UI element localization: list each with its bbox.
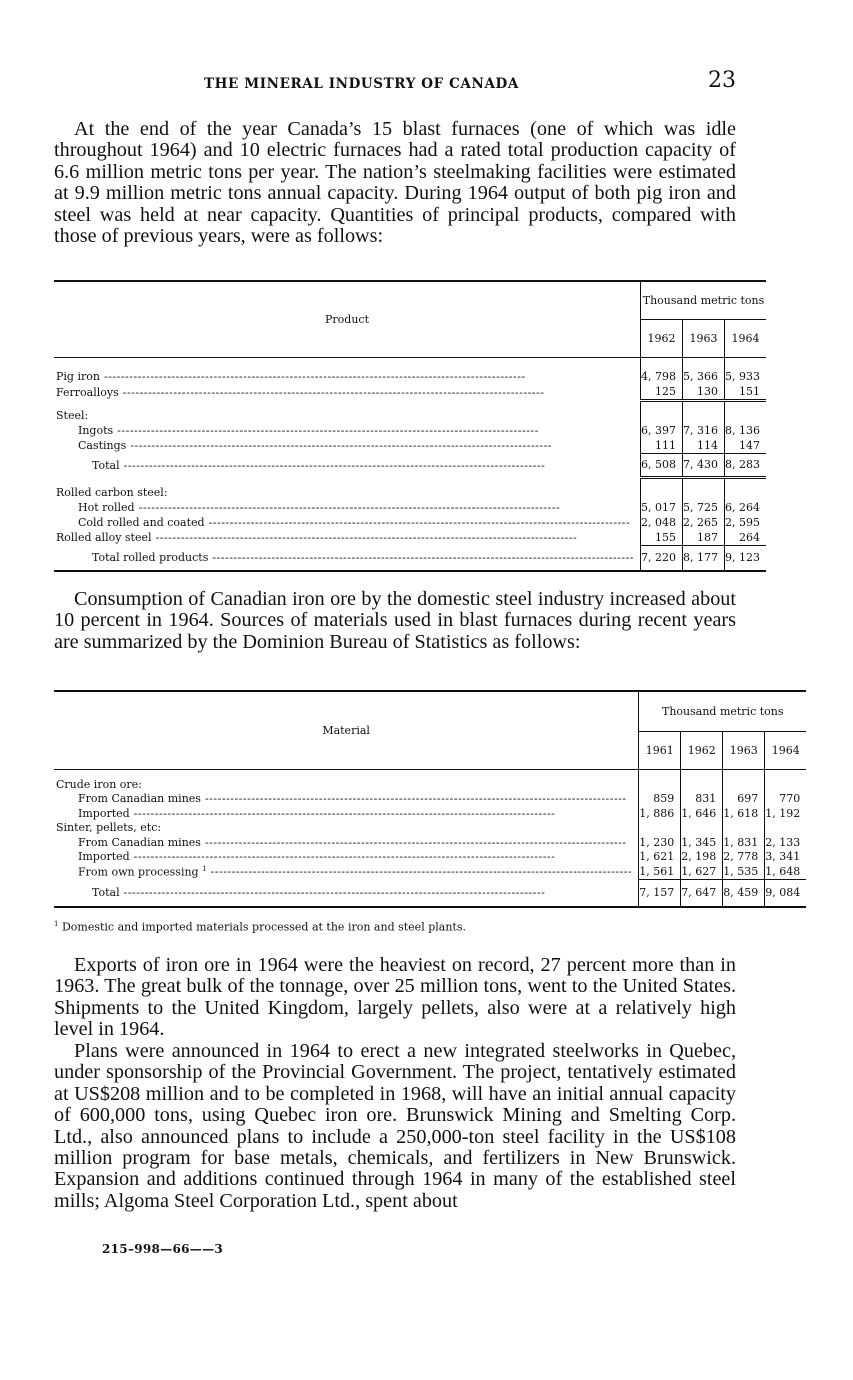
table-row <box>54 485 766 500</box>
cell-value: 7, 316 <box>683 423 725 438</box>
page-number: 23 <box>708 68 736 93</box>
row-label: Castings ----- <box>78 439 552 452</box>
row-label: Total ----- <box>92 886 545 899</box>
materials-unit-header: Thousand metric tons <box>639 691 807 731</box>
year-header: 1963 <box>723 731 765 769</box>
row-label: From own processing <box>78 865 199 879</box>
cell-value: 1, 831 <box>723 835 765 849</box>
table-row-total <box>54 879 806 907</box>
cell-value: 2, 048 <box>641 515 683 530</box>
cell-value: 1, 561 <box>639 864 681 879</box>
paragraph-plans <box>54 1041 736 1212</box>
table-row <box>54 423 766 438</box>
cell-value: 8, 136 <box>725 423 767 438</box>
table-row <box>54 408 766 423</box>
cell-value: 2, 778 <box>723 849 765 863</box>
cell-value: 8, 459 <box>723 879 765 907</box>
row-label: Total ----- <box>92 459 545 472</box>
cell-value: 2, 198 <box>681 849 723 863</box>
row-group-label: Rolled carbon steel: <box>56 486 168 500</box>
row-group-label: Sinter, pellets, etc: <box>56 821 162 835</box>
cell-value: 1, 535 <box>723 864 765 879</box>
cell-value: 2, 265 <box>683 515 725 530</box>
table-row-total <box>54 453 766 477</box>
year-header: 1961 <box>639 731 681 769</box>
cell-value: 3, 341 <box>765 849 807 863</box>
cell-value: 1, 886 <box>639 806 681 820</box>
cell-value: 7, 157 <box>639 879 681 907</box>
cell-value: 4, 798 <box>641 369 683 384</box>
cell-value: 151 <box>725 384 767 401</box>
row-group-label: Crude iron ore: <box>56 777 142 791</box>
paragraph-capacity <box>54 119 736 247</box>
cell-value: 770 <box>765 791 807 805</box>
row-label: Pig iron ----- <box>56 370 526 383</box>
running-head: THE MINERAL INDUSTRY OF CANADA <box>204 76 519 92</box>
products-table <box>54 280 766 572</box>
cell-value: 6, 264 <box>725 500 767 515</box>
row-label: Imported ----- <box>78 807 555 820</box>
year-header: 1963 <box>683 319 725 357</box>
products-unit-header: Thousand metric tons <box>641 281 767 319</box>
table-row <box>54 806 806 820</box>
cell-value: 2, 133 <box>765 835 807 849</box>
cell-value: 5, 725 <box>683 500 725 515</box>
cell-value: 187 <box>683 530 725 545</box>
table-row <box>54 530 766 545</box>
footnote <box>54 920 736 934</box>
cell-value: 697 <box>723 791 765 805</box>
row-label: Rolled alloy steel ----- <box>56 531 577 544</box>
cell-value: 831 <box>681 791 723 805</box>
year-header: 1962 <box>641 319 683 357</box>
table-row <box>54 777 806 791</box>
paragraph-plans-text: Plans were announced in 1964 to erect a new integrated steelworks in Quebec, under sponsorship of the Provincial Government. The project, tentatively estimated at US$208 million and to be completed in 1968, will have an initial annual capacity of 600,000 tons, using Quebec iron ore. Brunswick Mining and Smelting Corp. Ltd., also announced plans to include a 250,000-ton steel facility in the US$108 million program for base metals, chemicals, and fertilizers in New Brunswick. Expansion and additions continued through 1964 in many of the established steel mills; Algoma Steel Corporation Ltd., spent about <box>54 1040 736 1212</box>
paragraph-consumption-text: Consumption of Canadian iron ore by the domestic steel industry increased about 10 percent in 1964. Sources of materials used in blast furnaces during recent years are summarized by the Dominion Bureau of Statistics as follows: <box>54 588 736 653</box>
paragraph-exports-text: Exports of iron ore in 1964 were the heaviest on record, 27 percent more than in 1963. The great bulk of the tonnage, over 25 million tons, went to the United States. Shipments to the United Kingdom, largely pellets, also were at a relatively high level in 1964. <box>54 954 736 1041</box>
table-row <box>54 515 766 530</box>
table-row <box>54 791 806 805</box>
cell-value: 5, 933 <box>725 369 767 384</box>
cell-value: 1, 621 <box>639 849 681 863</box>
cell-value: 2, 595 <box>725 515 767 530</box>
cell-value: 8, 283 <box>725 453 767 477</box>
table-row <box>54 849 806 863</box>
row-label: From Canadian mines ----- <box>78 836 627 849</box>
cell-value: 6, 397 <box>641 423 683 438</box>
cell-value: 7, 220 <box>641 545 683 571</box>
table-row <box>54 438 766 453</box>
row-label: Ferroalloys ----- <box>56 386 544 399</box>
cell-value: 6, 508 <box>641 453 683 477</box>
table-row <box>54 835 806 849</box>
row-label: Ingots ----- <box>78 424 539 437</box>
footnote-mark: 1 <box>202 864 207 873</box>
paragraph-capacity-text: At the end of the year Canada’s 15 blast furnaces (one of which was idle throughout 1964) and 10 electric furnaces had a rated total production capacity of 6.6 million metric tons per year. The nation’s steelmaking facilities were estimated at 9.9 million metric tons annual capacity. During 1964 output of both pig iron and steel was held at near capacity. Quantities of principal products, compared with those of previous years, were as follows: <box>54 118 736 248</box>
cell-value: 7, 430 <box>683 453 725 477</box>
cell-value: 114 <box>683 438 725 453</box>
row-group-label: Steel: <box>56 409 89 423</box>
footnote-text: Domestic and imported materials processed at the iron and steel plants. <box>61 920 466 934</box>
printer-code: 215–998—66——3 <box>102 1242 224 1256</box>
materials-table <box>54 690 806 908</box>
table-row <box>54 864 806 879</box>
cell-value: 1, 648 <box>765 864 807 879</box>
table-row <box>54 384 766 401</box>
row-label: Hot rolled ----- <box>78 501 560 514</box>
cell-value: 147 <box>725 438 767 453</box>
cell-value: 9, 084 <box>765 879 807 907</box>
table-row <box>54 500 766 515</box>
cell-value: 130 <box>683 384 725 401</box>
cell-value: 1, 230 <box>639 835 681 849</box>
row-label: From Canadian mines ----- <box>78 792 627 805</box>
cell-value: 9, 123 <box>725 545 767 571</box>
page-header <box>54 68 736 100</box>
paragraph-exports <box>54 955 736 1041</box>
table-row <box>54 820 806 834</box>
cell-value: 264 <box>725 530 767 545</box>
cell-value: 859 <box>639 791 681 805</box>
products-column-header: Product <box>325 312 370 326</box>
cell-value: 5, 017 <box>641 500 683 515</box>
cell-value: 5, 366 <box>683 369 725 384</box>
cell-value: 155 <box>641 530 683 545</box>
footnote-mark: 1 <box>54 920 59 928</box>
table-row-total <box>54 545 766 571</box>
row-label: Imported ----- <box>78 850 555 863</box>
materials-column-header: Material <box>322 723 370 737</box>
row-label: Total rolled products ----- <box>92 551 634 564</box>
paragraph-consumption <box>54 589 736 653</box>
cell-value: 125 <box>641 384 683 401</box>
year-header: 1964 <box>725 319 767 357</box>
cell-value: 1, 192 <box>765 806 807 820</box>
cell-value: 111 <box>641 438 683 453</box>
cell-value: 8, 177 <box>683 545 725 571</box>
year-header: 1964 <box>765 731 807 769</box>
cell-value: 1, 646 <box>681 806 723 820</box>
table-row <box>54 369 766 384</box>
cell-value: 1, 345 <box>681 835 723 849</box>
cell-value: 1, 627 <box>681 864 723 879</box>
cell-value: 7, 647 <box>681 879 723 907</box>
year-header: 1962 <box>681 731 723 769</box>
cell-value: 1, 618 <box>723 806 765 820</box>
row-label: Cold rolled and coated ----- <box>78 516 630 529</box>
